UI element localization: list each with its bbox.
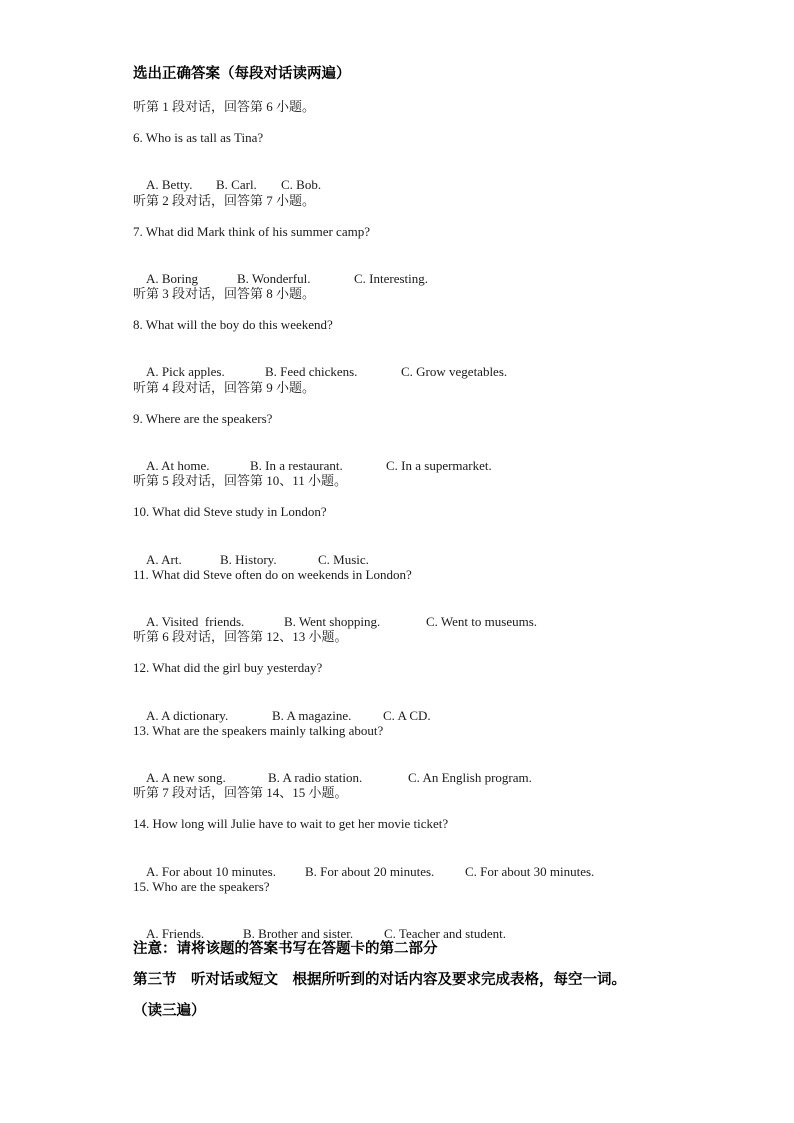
option-c: C. Went to museums. xyxy=(426,614,538,629)
option-b: B. History. xyxy=(220,552,277,567)
option-a: A. Pick apples. xyxy=(146,364,225,379)
instruction-heading: 选出正确答案（每段对话读两遍） xyxy=(133,66,351,82)
section3-heading: 第三节 听对话或短文 根据所听到的对话内容及要求完成表格，每空一词。 xyxy=(133,972,626,988)
option-c: C. Interesting. xyxy=(354,271,429,286)
option-b: B. A magazine. xyxy=(272,708,352,723)
option-a: A. Betty. xyxy=(146,177,193,192)
section-intro: 听第 1 段对话，回答第 6 小题。 xyxy=(133,99,316,114)
option-a: A. A dictionary. xyxy=(146,708,229,723)
question-text: 11. What did Steve often do on weekends in London? xyxy=(133,567,412,582)
section-intro: 听第 6 段对话，回答第 12、13 小题。 xyxy=(133,629,348,644)
option-a: A. Art. xyxy=(146,552,182,567)
question-text: 8. What will the boy do this weekend? xyxy=(133,317,333,332)
option-b: B. Carl. xyxy=(216,177,257,192)
option-c: C. An English program. xyxy=(408,770,532,785)
option-c: C. Teacher and student. xyxy=(384,926,506,941)
option-a: A. Boring xyxy=(146,271,198,286)
option-c: C. Bob. xyxy=(281,177,322,192)
question-text: 14. How long will Julie have to wait to get her movie ticket? xyxy=(133,816,449,831)
question-text: 15. Who are the speakers? xyxy=(133,879,270,894)
option-b: B. Brother and sister. xyxy=(243,926,354,941)
section-intro: 听第 2 段对话，回答第 7 小题。 xyxy=(133,193,316,208)
option-c: C. Music. xyxy=(318,552,369,567)
option-c: C. Grow vegetables. xyxy=(401,364,508,379)
question-text: 9. Where are the speakers? xyxy=(133,411,273,426)
question-text: 6. Who is as tall as Tina? xyxy=(133,130,264,145)
section3-heading-cont: （读三遍） xyxy=(133,1003,206,1019)
question-text: 7. What did Mark think of his summer camp? xyxy=(133,224,370,239)
answer-sheet-note: 注意：请将该题的答案书写在答题卡的第二部分 xyxy=(133,941,438,957)
question-text: 13. What are the speakers mainly talking about? xyxy=(133,723,384,738)
option-a: A. A new song. xyxy=(146,770,226,785)
section-intro: 听第 7 段对话，回答第 14、15 小题。 xyxy=(133,785,348,800)
option-b: B. Wonderful. xyxy=(237,271,311,286)
section-intro: 听第 4 段对话，回答第 9 小题。 xyxy=(133,380,316,395)
option-b: B. For about 20 minutes. xyxy=(305,864,435,879)
section-intro: 听第 5 段对话，回答第 10、11 小题。 xyxy=(133,473,348,488)
option-c: C. For about 30 minutes. xyxy=(465,864,595,879)
option-b: B. In a restaurant. xyxy=(250,458,343,473)
option-a: A. For about 10 minutes. xyxy=(146,864,276,879)
question-text: 12. What did the girl buy yesterday? xyxy=(133,660,323,675)
option-b: B. Went shopping. xyxy=(284,614,381,629)
option-b: B. A radio station. xyxy=(268,770,363,785)
option-a: A. Visited friends. xyxy=(146,614,245,629)
question-text: 10. What did Steve study in London? xyxy=(133,504,327,519)
section-intro: 听第 3 段对话，回答第 8 小题。 xyxy=(133,286,316,301)
option-c: C. In a supermarket. xyxy=(386,458,492,473)
option-c: C. A CD. xyxy=(383,708,431,723)
option-b: B. Feed chickens. xyxy=(265,364,358,379)
option-a: A. Friends. xyxy=(146,926,205,941)
option-a: A. At home. xyxy=(146,458,210,473)
